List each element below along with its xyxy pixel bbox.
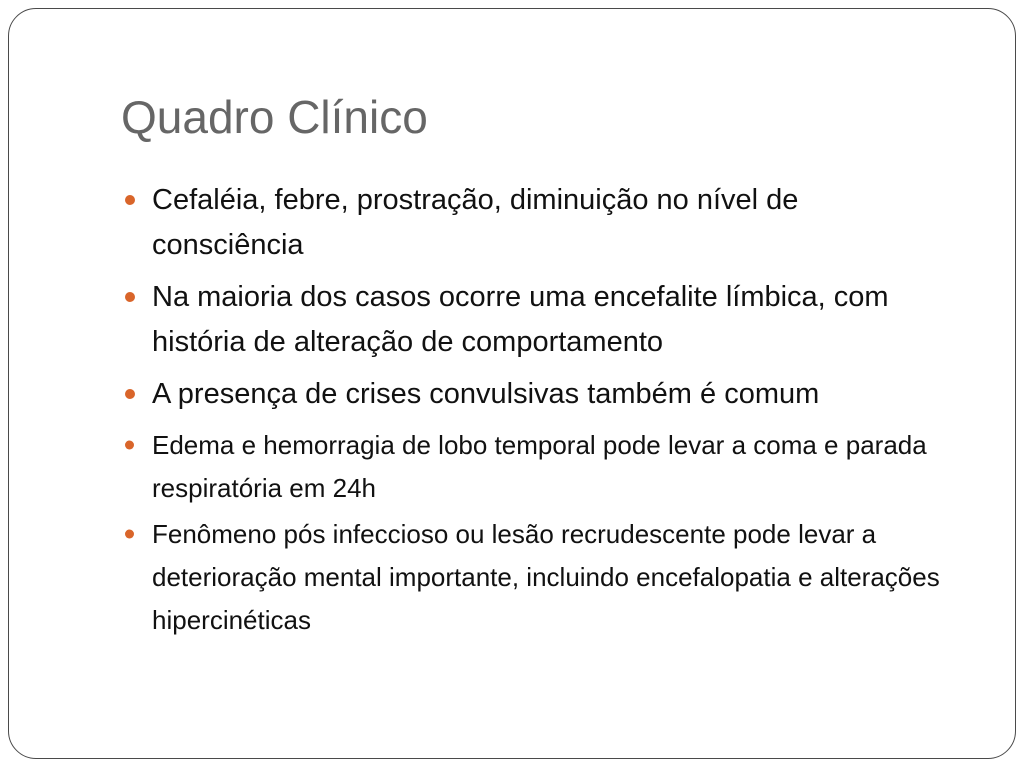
bullet-item [152,424,952,510]
bullet-item [152,275,952,365]
bullet-text: Na maioria dos casos ocorre uma encefalite límbica, com história de alteração de comportamento [152,281,889,358]
bullet-text: A presença de crises convulsivas também é comum [152,378,820,410]
bullet-dot-icon [125,441,134,450]
bullet-text: Edema e hemorragia de lobo temporal pode levar a coma e parada respiratória em 24h [152,430,927,503]
bullet-item [152,372,952,417]
slide-title: Quadro Clínico [121,91,428,143]
bullet-text: Fenômeno pós infeccioso ou lesão recrudescente pode levar a deterioração mental importante, incluindo encefalopatia e alterações hipercinéticas [152,519,940,635]
bullet-item [152,178,952,268]
bullet-list [152,178,952,645]
bullet-dot-icon [125,530,134,539]
slide-frame [8,8,1016,759]
bullet-text: Cefaléia, febre, prostração, diminuição no nível de consciência [152,184,799,261]
bullet-dot-icon [125,195,135,205]
bullet-dot-icon [125,292,135,302]
bullet-item [152,513,952,642]
bullet-dot-icon [125,389,135,399]
